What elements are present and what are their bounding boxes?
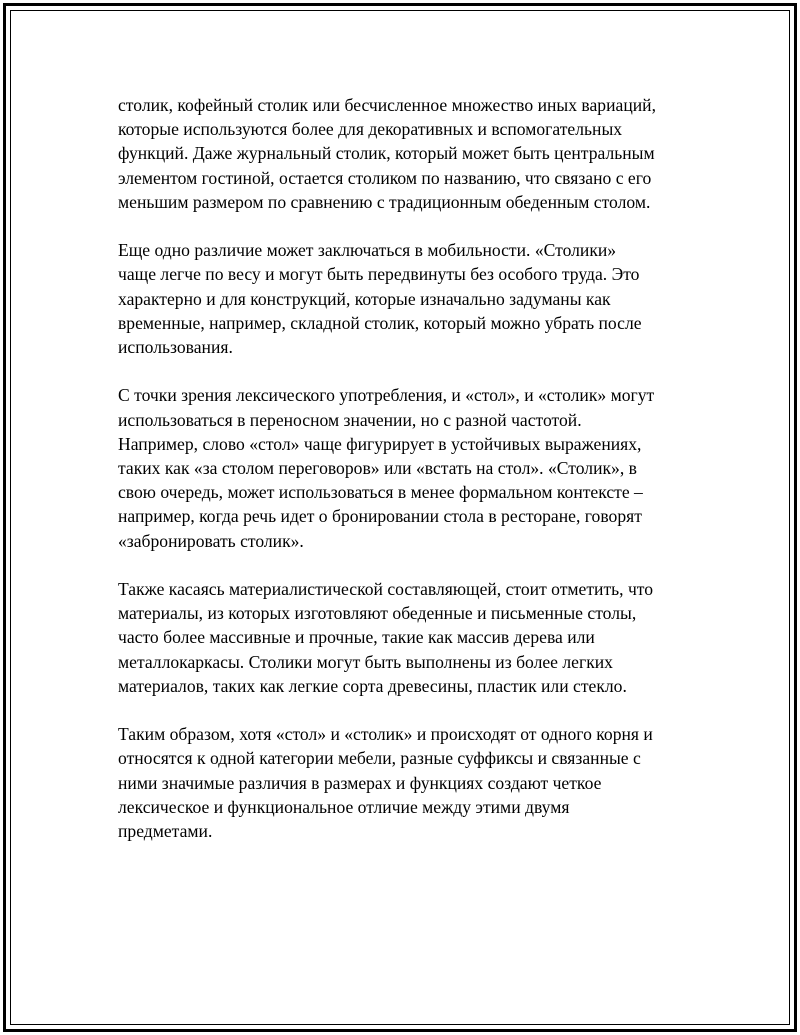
text-line: ними значимые различия в размерах и функциях создают четкое	[118, 772, 602, 793]
text-line: Также касаясь материалистической составляющей, стоит отметить, что	[118, 579, 654, 600]
text-line: Еще одно различие может заключаться в мобильности. «Столики»	[118, 240, 617, 261]
text-line: материалы, из которых изготовляют обеденные и письменные столы,	[118, 603, 637, 624]
text-line: например, когда речь идет о бронировании стола в ресторане, говорят	[118, 506, 642, 527]
paragraph-2	[118, 238, 698, 359]
text-line: элементом гостиной, остается столиком по названию, что связано с его	[118, 167, 652, 188]
paragraph-4	[118, 577, 698, 698]
text-line: которые используются более для декоративных и вспомогательных	[118, 119, 623, 140]
text-line: функций. Даже журнальный столик, который может быть центральным	[118, 143, 655, 164]
document-body	[118, 93, 698, 867]
text-line: лексическое и функциональное отличие между этими двумя	[118, 796, 570, 817]
text-line: С точки зрения лексического употребления, и «стол», и «столик» могут	[118, 385, 655, 406]
text-line: таких как «за столом переговоров» или «встать на стол». «Столик», в	[118, 458, 637, 479]
text-line: временные, например, складной столик, который можно убрать после	[118, 312, 642, 333]
text-line: Например, слово «стол» чаще фигурирует в устойчивых выражениях,	[118, 433, 642, 454]
paragraph-3	[118, 383, 698, 552]
text-line: материалов, таких как легкие сорта древесины, пластик или стекло.	[118, 675, 627, 696]
text-line: относятся к одной категории мебели, разные суффиксы и связанные с	[118, 748, 641, 769]
text-line: часто более массивные и прочные, такие как массив дерева или	[118, 627, 595, 648]
paragraph-1	[118, 93, 698, 214]
text-line: чаще легче по весу и могут быть передвинуты без особого труда. Это	[118, 264, 640, 285]
text-line: Таким образом, хотя «стол» и «столик» и происходят от одного корня и	[118, 724, 653, 745]
text-line: характерно и для конструкций, которые изначально задуманы как	[118, 288, 611, 309]
text-line: предметами.	[118, 821, 213, 842]
text-line: меньшим размером по сравнению с традиционным обеденным столом.	[118, 191, 651, 212]
text-line: «забронировать столик».	[118, 530, 304, 551]
text-line: металлокаркасы. Столики могут быть выполнены из более легких	[118, 651, 613, 672]
text-line: свою очередь, может использоваться в менее формальном контексте –	[118, 482, 643, 503]
text-line: столик, кофейный столик или бесчисленное множество иных вариаций,	[118, 95, 656, 115]
text-line: использования.	[118, 337, 233, 358]
paragraph-5	[118, 722, 698, 843]
text-line: использоваться в переносном значении, но с разной частотой.	[118, 409, 582, 430]
